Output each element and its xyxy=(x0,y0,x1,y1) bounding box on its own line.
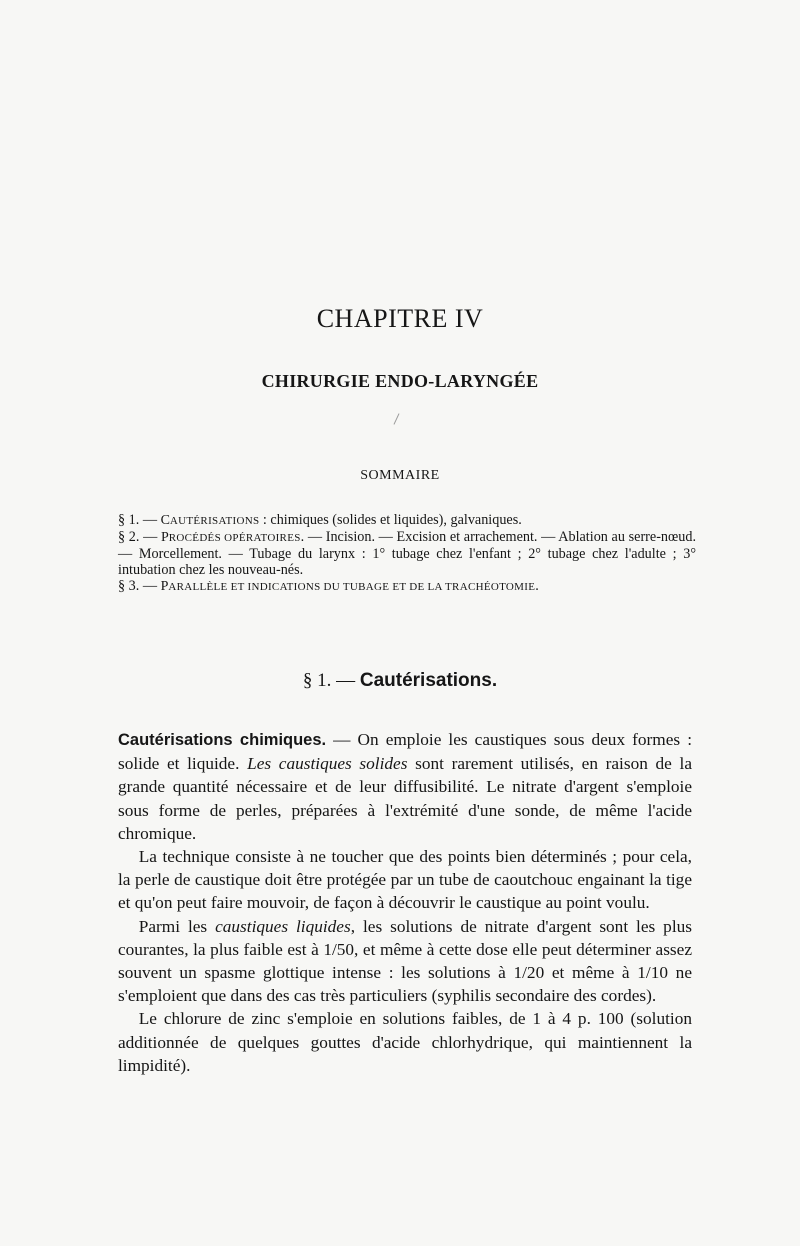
sommaire-item-text: . xyxy=(535,578,539,594)
paragraph-text: sont rarement utilisés, en raison de la grande quantité nécessaire et de leur diffusibilité. Le nitrate d'argent s'emploie sous forme de perles, préparées à l'extrémité d'une sonde, de même l'acide chromique. xyxy=(118,754,693,843)
paragraph xyxy=(118,1007,692,1077)
sommaire-item-caps-first: C xyxy=(160,513,170,528)
sommaire-item-caps-first: P xyxy=(160,579,169,594)
sommaire-item xyxy=(118,512,696,529)
sommaire-item-text: : chimiques (solides et liquides), galvaniques. xyxy=(259,512,522,528)
sommaire-item xyxy=(118,529,696,578)
paragraph-text: La technique consiste à ne toucher que des points bien déterminés ; pour cela, la perle de caustique doit être protégée par un tube de caoutchouc engainant la tige et qu'on peut faire mouvoir, de façon à découvrir le caustique au point voulu. xyxy=(118,847,692,913)
sommaire-item-number: § 2. — xyxy=(118,529,158,545)
section-title: Cautérisations. xyxy=(359,670,498,691)
sommaire-item-text: . — Incision. — Excision et arrachement. — Ablation au serre-nœud. — Morcellement. — Tubage du larynx : 1° tubage chez l'enfant ; 2° tubage chez l'adulte ; 3° intubation chez les nouveau-nés. xyxy=(118,529,696,578)
sommaire-list xyxy=(118,512,696,595)
sommaire-heading: SOMMAIRE xyxy=(360,468,440,483)
paragraph xyxy=(118,728,692,845)
section-heading xyxy=(0,670,800,692)
sommaire-item xyxy=(118,578,696,595)
sommaire-item-caps-first: P xyxy=(160,530,169,545)
paragraph-italic: caustiques liquides xyxy=(215,916,351,936)
sommaire-item-caps: ARALLÈLE ET INDICATIONS DU TUBAGE ET DE LA TRACHÉOTOMIE xyxy=(168,581,536,593)
sommaire-item-number: § 1. — xyxy=(118,512,158,528)
sommaire-item-caps: AUTÉRISATIONS xyxy=(169,515,260,527)
chapter-title: CHAPITRE IV xyxy=(316,304,484,333)
sommaire-item-number: § 3. — xyxy=(118,578,158,594)
paragraph-italic: Les caustiques solides xyxy=(247,754,408,774)
paragraph-lead: Cautérisations chimiques. xyxy=(118,731,327,749)
paragraph xyxy=(118,845,692,915)
chapter-subtitle: CHIRURGIE ENDO-LARYNGÉE xyxy=(261,371,539,391)
section-number: § 1. — xyxy=(302,670,356,691)
paragraph-text: Le chlorure de zinc s'emploie en solutions faibles, de 1 à 4 p. 100 (solution additionnée de quelques gouttes d'acide chlorhydrique, qui maintiennent la limpidité). xyxy=(118,1009,692,1075)
paragraph-text: Parmi les xyxy=(138,916,216,936)
paragraph xyxy=(118,915,692,1008)
sommaire-item-caps: ROCÉDÉS OPÉRATOIRES xyxy=(168,532,301,544)
body-text xyxy=(118,728,692,1077)
paragraph-text: — On emploie les caustiques sous deux formes : solide et liquide. xyxy=(118,730,692,774)
stray-mark xyxy=(394,413,400,424)
paragraph-text: , les solutions de nitrate d'argent sont les plus courantes, la plus faible est à 1/50, et même à cette dose elle peut déterminer assez souvent un spasme glottique intense : les solutions à 1/20 et même à 1/10 ne s'emploient que dans des cas très particuliers (syphilis secondaire des cordes). xyxy=(118,916,692,1006)
